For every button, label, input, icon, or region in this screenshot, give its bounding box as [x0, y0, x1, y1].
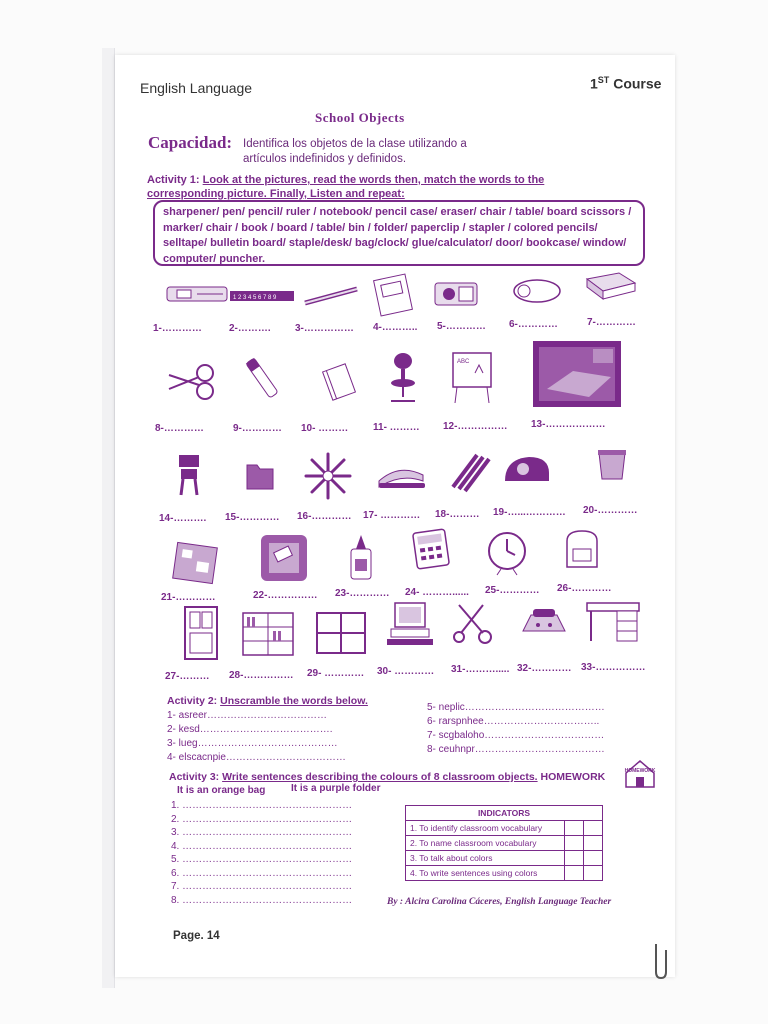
door-icon — [181, 605, 221, 661]
example-sentence-1: It is an orange bag — [177, 785, 266, 796]
unscramble-item[interactable]: 5- neplic…………………………………… — [427, 702, 605, 713]
indicator-row: 2. To name classroom vocabulary — [406, 836, 603, 851]
worksheet-page — [115, 55, 675, 977]
unscramble-item[interactable]: 8- ceuhnpr………………………………… — [427, 744, 605, 755]
answer-blank-19[interactable]: 19-…...………… — [493, 507, 566, 518]
sentence-line[interactable]: 2. …………………………………………… — [171, 813, 353, 825]
answer-blank-32[interactable]: 32-………… — [517, 663, 572, 674]
notebook-icon — [371, 273, 413, 317]
board-icon — [449, 349, 495, 405]
answer-blank-18[interactable]: 18-……… — [435, 509, 480, 520]
page-title: School Objects — [315, 110, 405, 125]
bookcase-icon — [241, 611, 295, 657]
calculator-icon — [411, 527, 451, 571]
answer-blank-16[interactable]: 16-………… — [297, 511, 352, 522]
answer-blank-15[interactable]: 15-………… — [225, 512, 280, 523]
homework-badge-text: HOMEWORK — [624, 768, 656, 774]
unscramble-list-left — [167, 709, 346, 765]
indicators-table — [405, 805, 603, 881]
sentence-line[interactable]: 5. …………………………………………… — [171, 854, 353, 865]
answer-blank-13[interactable]: 13-……………… — [531, 419, 606, 430]
sentence-line[interactable]: 6. …………………………………………… — [171, 867, 353, 879]
author-byline: By : Alcira Carolina Cáceres, English Language Teacher — [387, 897, 612, 907]
activity1-heading: Activity 1: Look at the pictures, read the words then, match the words to the corresponding picture. Finally, Listen and repeat: — [147, 174, 545, 200]
answer-blank-14[interactable]: 14-………. — [159, 513, 207, 524]
eraser-icon — [581, 269, 639, 303]
computer-icon — [385, 601, 441, 649]
header-subject: English Language — [140, 80, 253, 96]
header-course: 1ST Course — [590, 75, 662, 92]
activity2-heading: Activity 2: Unscramble the words below. — [167, 695, 368, 707]
bin-icon — [595, 447, 629, 483]
answer-blank-1[interactable]: 1-………… — [153, 323, 202, 334]
desk-chair-icon — [173, 451, 205, 499]
sentence-lines — [171, 799, 352, 907]
answer-blank-27[interactable]: 27-……… — [165, 671, 210, 682]
sentence-line[interactable]: 1. …………………………………………… — [171, 800, 353, 811]
stapler-icon — [375, 459, 427, 491]
folder-icon — [243, 459, 277, 493]
answer-blank-25[interactable]: 25-………… — [485, 585, 540, 596]
sentence-line[interactable]: 7. …………………………………………… — [171, 881, 353, 892]
answer-blank-3[interactable]: 3-…………… — [295, 323, 354, 334]
answer-blank-5[interactable]: 5-………… — [437, 321, 486, 332]
svg-text:ABC: ABC — [457, 359, 470, 365]
ruler-icon — [229, 289, 295, 303]
eraser-square-icon — [259, 533, 309, 583]
sharpener-icon — [431, 277, 481, 309]
tape-dispenser-icon — [499, 451, 555, 487]
answer-blank-2[interactable]: 2-………. — [229, 323, 271, 334]
classroom-photo-icon — [533, 341, 621, 407]
answer-blank-24[interactable]: 24- ………...... — [405, 587, 469, 598]
answer-blank-30[interactable]: 30- ………… — [377, 666, 435, 677]
capacidad-text: Identifica los objetos de la clase utilizando a artículos indefinidos y definidos. — [243, 138, 467, 165]
indicators-title: INDICATORS — [406, 806, 603, 821]
unscramble-item[interactable]: 7- scgbaloho……………………………… — [427, 730, 605, 741]
bulletin-board-icon — [171, 541, 219, 587]
answer-blank-17[interactable]: 17- ………… — [363, 510, 421, 521]
word-bank-box: sharpener/ pen/ pencil/ ruler / notebook/ pencil case/ eraser/ chair / table/ board scissors / marker/ chair / book / board / table/ bin / folder/ paperclip / stapler / colored pencils/ selltape/ bulletin board/ staple/desk/ bag/clock/ glue/calculator/ door/ bookcase/ window/ computer/ puncher. — [153, 200, 645, 266]
answer-blank-10[interactable]: 10- ……… — [301, 423, 349, 434]
answer-blank-20[interactable]: 20-………… — [583, 505, 638, 516]
unscramble-item[interactable]: 3- lueg…………………………………… — [167, 738, 338, 749]
unscramble-item[interactable]: 1- asreer……………………………… — [167, 710, 328, 721]
sentence-line[interactable]: 3. …………………………………………… — [171, 827, 353, 838]
capacidad-label: Capacidad: — [148, 133, 233, 152]
answer-blank-7[interactable]: 7-………… — [587, 317, 636, 328]
answer-blank-31[interactable]: 31-………..... — [451, 664, 510, 675]
homework-house-icon — [620, 755, 660, 791]
unscramble-item[interactable]: 6- rarspnhee…………………………….. — [427, 716, 600, 727]
answer-blank-9[interactable]: 9-………… — [233, 423, 282, 434]
answer-blank-29[interactable]: 29- ………… — [307, 668, 365, 679]
scissors-2-icon — [453, 601, 497, 645]
answer-blank-8[interactable]: 8-………… — [155, 423, 204, 434]
indicator-row: 3. To talk about colors — [406, 851, 603, 866]
indicator-row: 1. To identify classroom vocabulary — [406, 821, 603, 836]
window-icon — [315, 611, 367, 655]
colored-pencils-icon — [447, 449, 495, 493]
unscramble-item[interactable]: 4- elscacnpie……………………………… — [167, 752, 346, 763]
answer-blank-21[interactable]: 21-………… — [161, 592, 216, 603]
bag-icon — [559, 525, 605, 573]
desk-icon — [585, 599, 641, 647]
binder-edge — [102, 48, 115, 988]
answer-blank-22[interactable]: 22-…………… — [253, 590, 318, 601]
answer-blank-12[interactable]: 12-…………… — [443, 421, 508, 432]
book-icon — [319, 361, 359, 403]
answer-blank-23[interactable]: 23-………… — [335, 588, 390, 599]
answer-blank-11[interactable]: 11- ……… — [373, 422, 420, 433]
answer-blank-33[interactable]: 33-…………… — [581, 662, 646, 673]
unscramble-item[interactable]: 2- kesd…………………………………. — [167, 724, 333, 735]
binder-clip-icon — [650, 942, 672, 982]
answer-blank-6[interactable]: 6-………… — [509, 319, 558, 330]
pencil-case-icon — [165, 283, 229, 305]
marker-icon — [243, 355, 283, 403]
svg-text:1 2 3 4 5 6 7 8 9: 1 2 3 4 5 6 7 8 9 — [233, 295, 277, 301]
pencil-icon — [301, 285, 361, 307]
indicator-row: 4. To write sentences using colors — [406, 866, 603, 881]
chair-icon — [383, 351, 423, 405]
glue-icon — [347, 533, 375, 581]
answer-blank-26[interactable]: 26-………… — [557, 583, 612, 594]
pencil-roll-icon — [511, 273, 563, 305]
sentence-line[interactable]: 8. …………………………………………… — [171, 894, 353, 906]
puncher-icon — [519, 601, 569, 641]
answer-blank-4[interactable]: 4-……….. — [373, 322, 418, 333]
paperclips-icon — [303, 451, 353, 501]
clock-icon — [485, 529, 529, 577]
unscramble-list-right — [427, 701, 605, 757]
activity3-heading: Activity 3: Write sentences describing the colours of 8 classroom objects. HOMEWORK — [169, 771, 606, 783]
sentence-line[interactable]: 4. …………………………………………… — [171, 840, 353, 852]
example-sentence-2: It is a purple folder — [291, 783, 381, 794]
page-number: Page. 14 — [173, 930, 220, 942]
scissors-icon — [165, 361, 219, 401]
answer-blank-28[interactable]: 28-…………… — [229, 670, 294, 681]
